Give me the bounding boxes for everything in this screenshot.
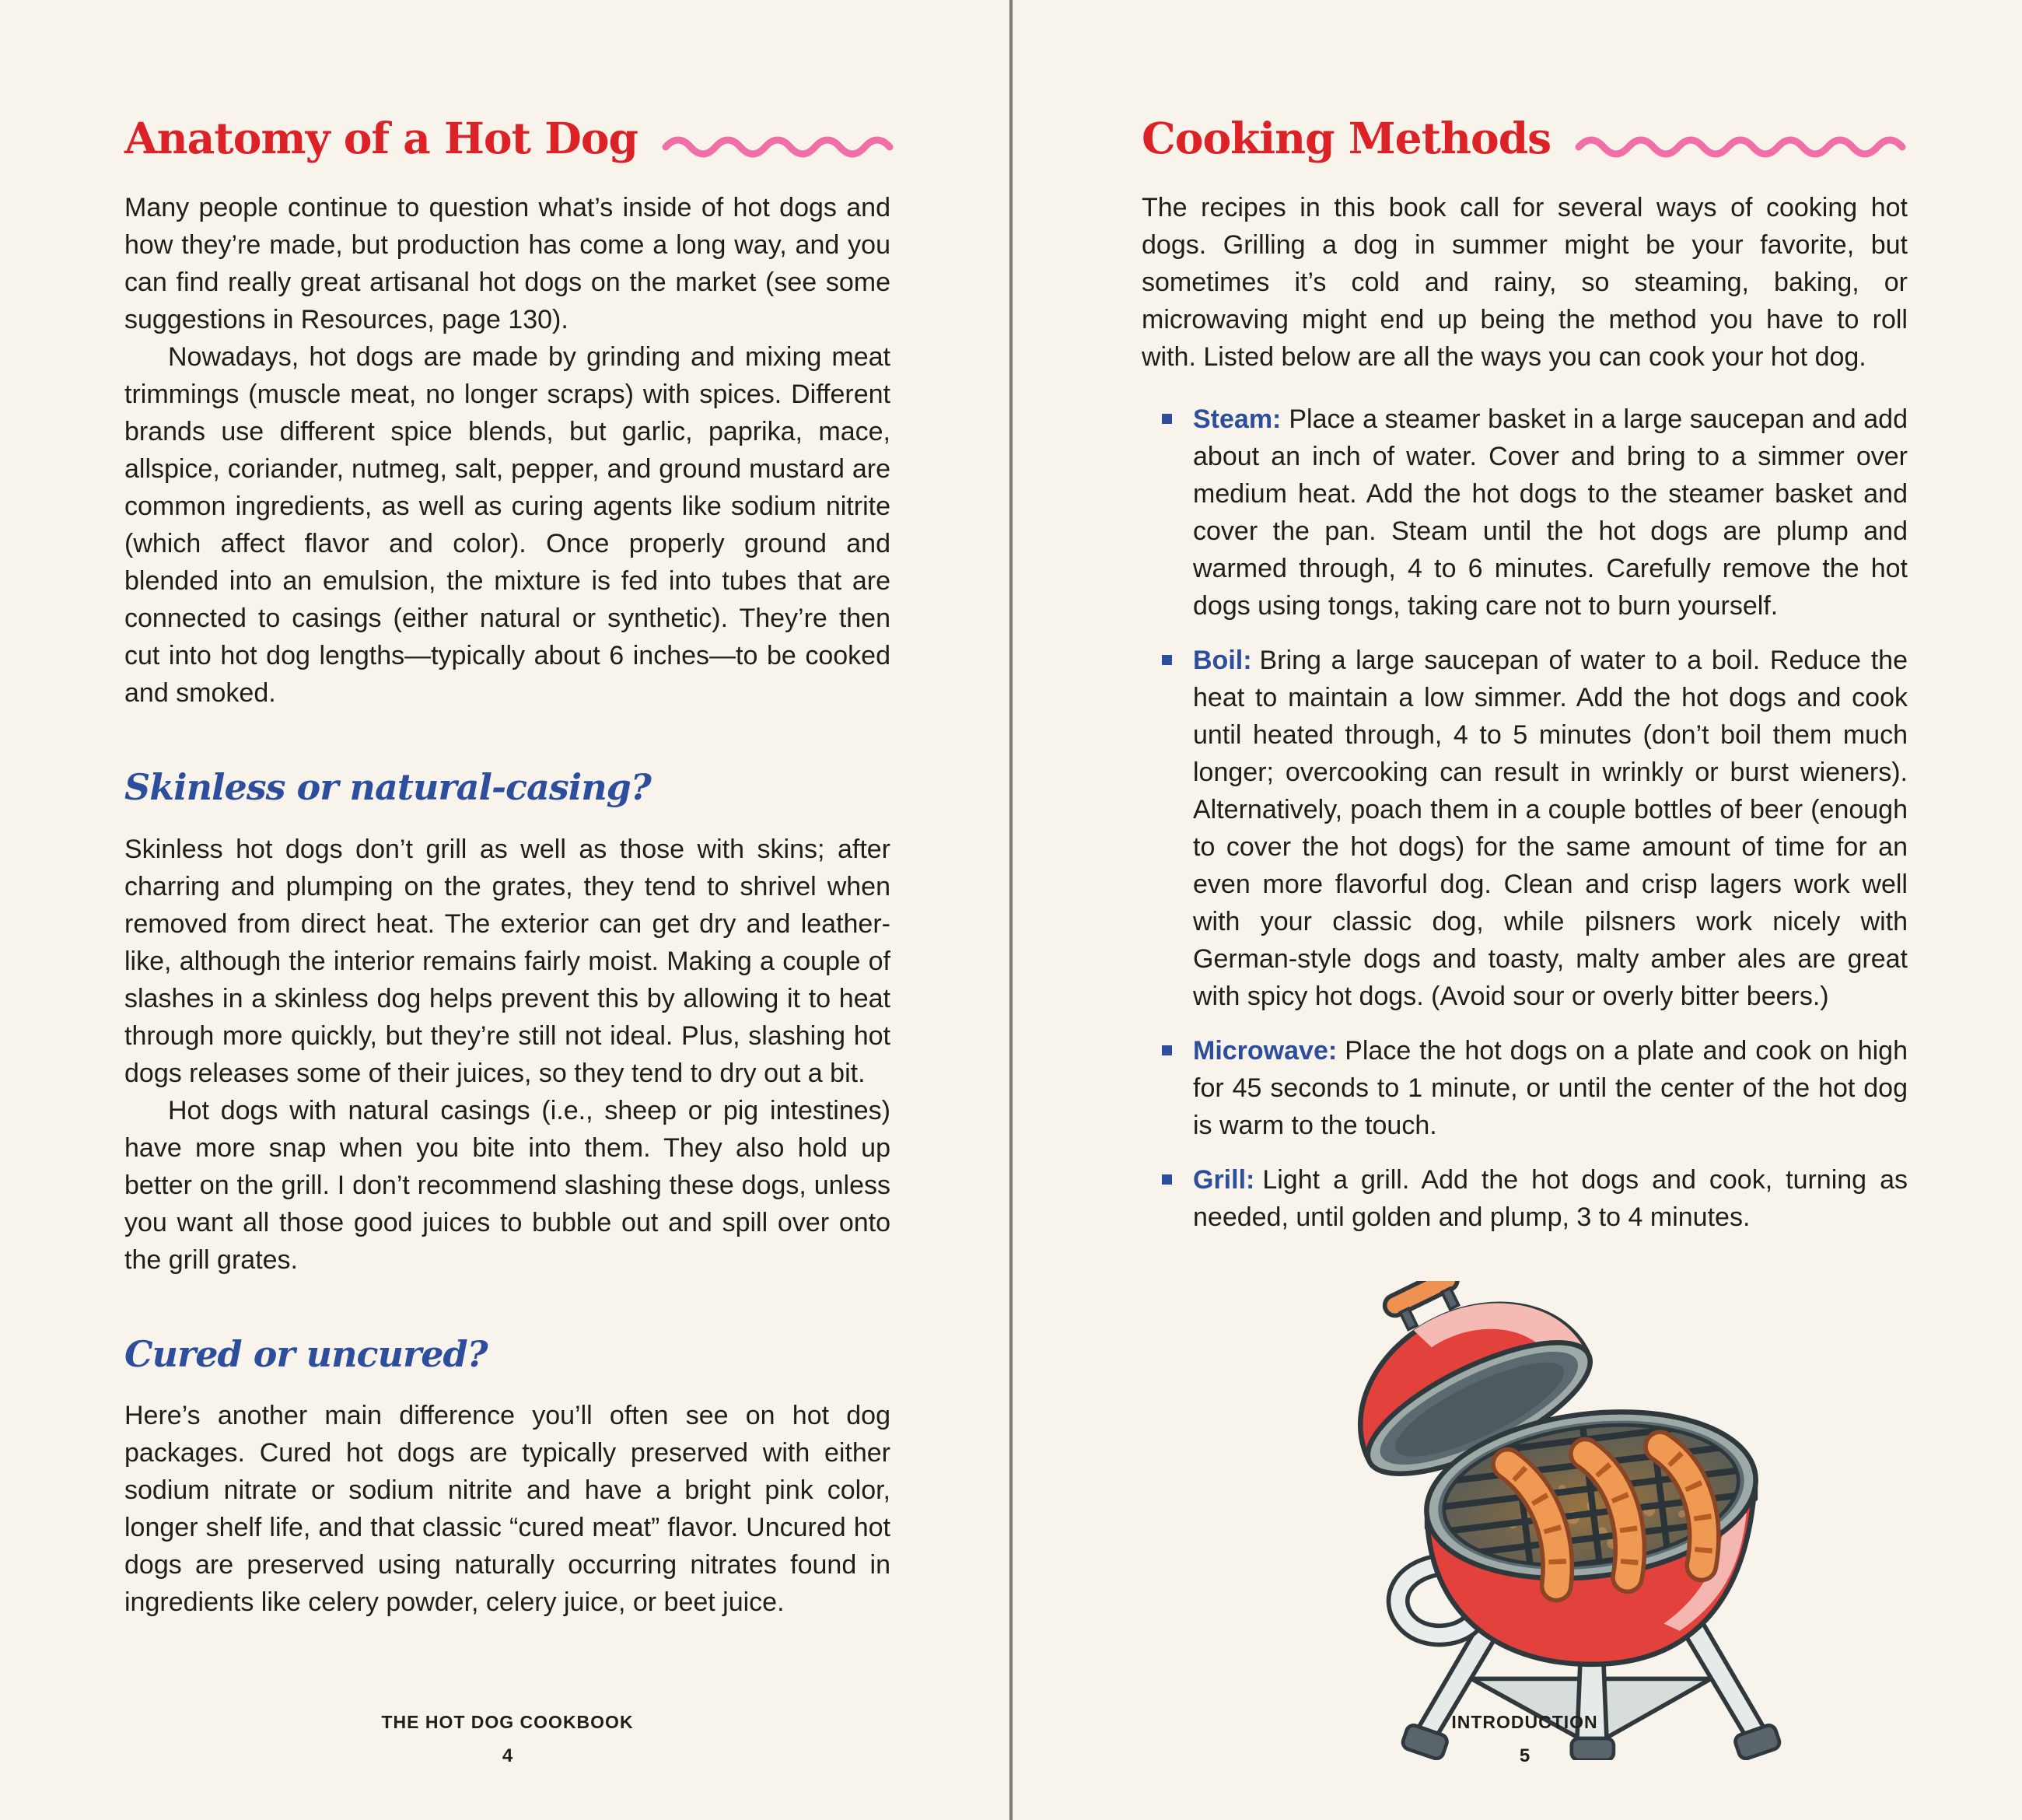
method-item-boil [1162,642,1908,1015]
right-page-footer [1142,1712,1908,1767]
method-label: Microwave: [1193,1036,1338,1066]
paragraph-cooking-intro: The recipes in this book call for several ways of cooking hot dogs. Grilling a dog in summer might be your favorite, but sometimes it’s cold and rainy, so steaming, baking, or microwaving might end up being the method you have to roll with. Listed below are all the ways you can cook your hot dog. [1142,193,1908,372]
page-right [1142,0,1908,1820]
bullet-square-icon [1162,1174,1172,1185]
method-text [1193,1032,1908,1144]
bullet-square-icon [1162,414,1172,424]
method-text [1193,642,1908,1015]
left-page-footer [124,1712,890,1767]
method-description: Bring a large saucepan of water to a boil. Reduce the heat to maintain a low simmer. Add the hot dogs and cook until heated through, 4 to 5 minutes (don’t boil them much longer; overcooking can result in wrinkly or burst wieners). Alternatively, poach them in a couple bottles of beer (enough to cover the hot dogs) for the same amount of time for an even more flavorful dog. Clean and crisp lagers work well with your classic dog, while pilsners work nicely with German-style dogs and toasty, malty amber ales are great with spicy hot dogs. (Avoid sour or overly bitter beers.) [1193,646,1908,1011]
page-left [124,0,890,1820]
right-title-row [1142,113,1908,163]
page-number-right: 5 [1519,1745,1530,1766]
method-item-steam [1162,401,1908,625]
running-head-book-title: THE HOT DOG COOKBOOK [381,1712,634,1732]
paragraph-skinless-1: Skinless hot dogs don’t grill as well as those with skins; after charring and plumping on the grates, they tend to shrivel when removed from direct heat. The exterior can get dry and leather-like, although the interior remains fairly moist. Making a couple of slashes in a skinless dog helps prevent this by allowing it to heat through more quickly, but they’re still not ideal. Plus, slashing hot dogs releases some of their juices, so they tend to dry out a bit. [124,834,890,1088]
page-number-left: 4 [502,1745,513,1766]
method-item-microwave [1162,1032,1908,1144]
running-head-chapter: INTRODUCTION [1451,1712,1598,1732]
paragraph-intro: Many people continue to question what’s inside of hot dogs and how they’re made, but production has come a long way, and you can find really great artisanal hot dogs on the market (see some suggestions in Resources, page 130). [124,193,890,334]
method-description: Light a grill. Add the hot dogs and cook, turning as needed, until golden and plump, 3 to 4 minutes. [1193,1165,1908,1232]
section-heading-skinless: Skinless or natural-casing? [124,766,651,808]
wavy-line-icon [661,130,902,158]
right-page-title: Cooking Methods [1142,113,1551,163]
method-description: Place the hot dogs on a plate and cook on high for 45 seconds to 1 minute, or until the center of the hot dog is warm to the touch. [1193,1036,1908,1140]
left-page-title: Anatomy of a Hot Dog [124,113,638,163]
wavy-line-icon [1574,130,1915,158]
kettle-grill-illustration [1352,1281,1787,1764]
method-label: Boil: [1193,646,1252,675]
paragraph-cured: Here’s another main difference you’ll often see on hot dog packages. Cured hot dogs are typically preserved with either sodium nitrate or sodium nitrite and have a bright pink color, longer shelf life, and that classic “cured meat” flavor. Uncured hot dogs are preserved using naturally occurring nitrates found in ingredients like celery powder, celery juice, or beet juice. [124,1401,890,1618]
paragraph-production: Nowadays, hot dogs are made by grinding and mixing meat trimmings (muscle meat, no longer scraps) with spices. Different brands use different spice blends, but garlic, paprika, mace, allspice, coriander, nutmeg, salt, pepper, and ground mustard are common ingredients, as well as curing agents like sodium nitrite (which affect flavor and color). Once properly ground and blended into an emulsion, the mixture is fed into tubes that are connected to casings (either natural or synthetic). They’re then cut into hot dog lengths—typically about 6 inches—to be cooked and smoked. [124,342,890,708]
method-text [1193,1161,1908,1236]
bullet-square-icon [1162,655,1172,665]
page-divider [1009,0,1013,1820]
method-text [1193,401,1908,625]
cooking-methods-list [1142,401,1908,1236]
left-title-row [124,113,890,163]
method-label: Grill: [1193,1165,1255,1195]
method-item-grill [1162,1161,1908,1236]
section-heading-cured: Cured or uncured? [124,1332,488,1375]
paragraph-skinless-2: Hot dogs with natural casings (i.e., sheep or pig intestines) have more snap when you bite into them. They also hold up better on the grill. I don’t recommend slashing these dogs, unless you want all those good juices to bubble out and spill over onto the grill grates. [124,1095,890,1275]
bullet-square-icon [1162,1045,1172,1055]
method-label: Steam: [1193,404,1282,434]
method-description: Place a steamer basket in a large saucepan and add about an inch of water. Cover and bring to a simmer over medium heat. Add the hot dogs to the steamer basket and cover the pan. Steam until the hot dogs are plump and warmed through, 4 to 6 minutes. Carefully remove the hot dogs using tongs, taking care not to burn yourself. [1193,404,1908,621]
